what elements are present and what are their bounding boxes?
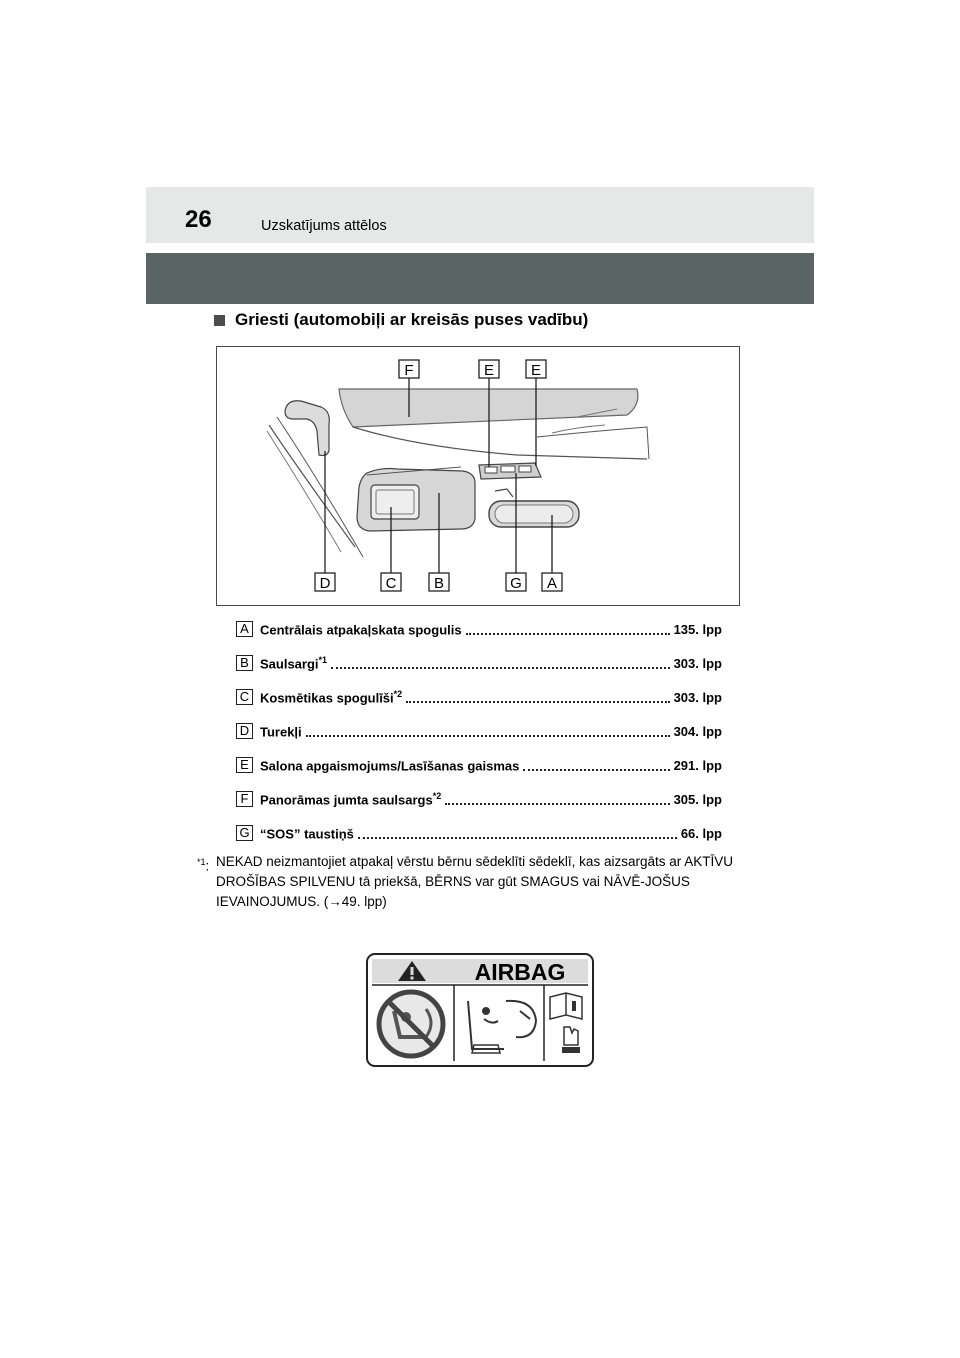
item-label: Salona apgaismojums/Lasīšanas gaismas — [260, 758, 520, 774]
bullet-square-icon — [214, 315, 225, 326]
list-item — [236, 619, 722, 639]
item-label: Saulsargi$^{*1}$ — [260, 654, 328, 672]
svg-text:G: G — [510, 575, 522, 592]
item-badge: G — [236, 825, 253, 841]
svg-text:B: B — [433, 575, 445, 592]
dot-leader — [445, 803, 669, 805]
dot-leader — [358, 837, 677, 839]
item-label: Turekļi — [260, 724, 302, 740]
figure-label-g — [506, 573, 526, 592]
item-label: “SOS” taustiņš — [260, 826, 354, 842]
list-item — [236, 653, 722, 673]
section-band — [146, 253, 814, 304]
footnote — [197, 852, 757, 912]
airbag-warning-graphic — [366, 953, 594, 1067]
figure-label-a — [542, 573, 562, 592]
svg-text:E: E — [530, 362, 542, 379]
figure-label-b — [429, 573, 449, 592]
item-badge: A — [236, 621, 253, 637]
svg-text:D: D — [319, 575, 331, 592]
item-badge: E — [236, 757, 253, 773]
airbag-warning-label — [366, 953, 594, 1072]
figure-label-f — [399, 360, 419, 379]
item-page-ref[interactable]: 303. lpp — [673, 689, 722, 705]
figure-label-e-2 — [526, 360, 546, 379]
list-item — [236, 687, 722, 707]
figure-label-c — [381, 573, 401, 592]
dot-leader — [466, 633, 670, 635]
item-badge: F — [236, 791, 253, 807]
item-page-ref[interactable]: 305. lpp — [673, 791, 722, 807]
list-item — [236, 721, 722, 741]
airbag-title: AIRBAG — [474, 959, 566, 985]
page-number: 26 — [185, 206, 212, 233]
item-page-ref[interactable]: 291. lpp — [673, 757, 722, 773]
footnote-text: NEKAD neizmantojiet atpakaļ vērstu bērnu sēdeklīti sēdeklī, kas aizsargāts ar AKTĪVU DROŠĪBAS SPILVENU tā priekšā, BĒRNS var gūt SMAGUS vai NĀVĒ-JOŠUS IEVAINOJUMUS. (→49. lpp) — [216, 854, 733, 909]
item-badge: D — [236, 723, 253, 739]
dot-leader — [306, 735, 670, 737]
list-item — [236, 755, 722, 775]
svg-text:A: A — [546, 575, 558, 592]
item-label: Panorāmas jumta saulsargs$^{*2}$ — [260, 790, 442, 808]
item-label: Centrālais atpakaļskata spogulis — [260, 622, 462, 638]
svg-text:F: F — [404, 362, 414, 379]
item-page-ref[interactable]: 303. lpp — [673, 655, 722, 671]
no-child-seat-icon — [379, 992, 443, 1056]
dot-leader — [406, 701, 669, 703]
item-page-ref[interactable]: 135. lpp — [673, 621, 722, 637]
svg-text:C: C — [385, 575, 397, 592]
item-label: Kosmētikas spogulīši$^{*2}$ — [260, 688, 403, 706]
item-badge: C — [236, 689, 253, 705]
header-bar — [146, 187, 814, 243]
footnote-mark: $^{*1}$: — [197, 857, 210, 874]
list-item — [236, 789, 722, 809]
item-badge: B — [236, 655, 253, 671]
item-page-ref[interactable]: 304. lpp — [673, 723, 722, 739]
ceiling-drawing — [217, 347, 739, 605]
figure-label-d — [315, 573, 335, 592]
item-page-ref[interactable]: 66. lpp — [680, 825, 722, 841]
ceiling-illustration — [216, 346, 740, 606]
section-title — [214, 309, 588, 331]
figure-label-e-1 — [479, 360, 499, 379]
dot-leader — [523, 769, 669, 771]
list-item — [236, 823, 722, 843]
svg-text:E: E — [483, 362, 495, 379]
section-title-text: Griesti (automobiļi ar kreisās puses vadību) — [235, 310, 589, 329]
dot-leader — [331, 667, 670, 669]
header-title: Uzskatījums attēlos — [261, 218, 387, 234]
